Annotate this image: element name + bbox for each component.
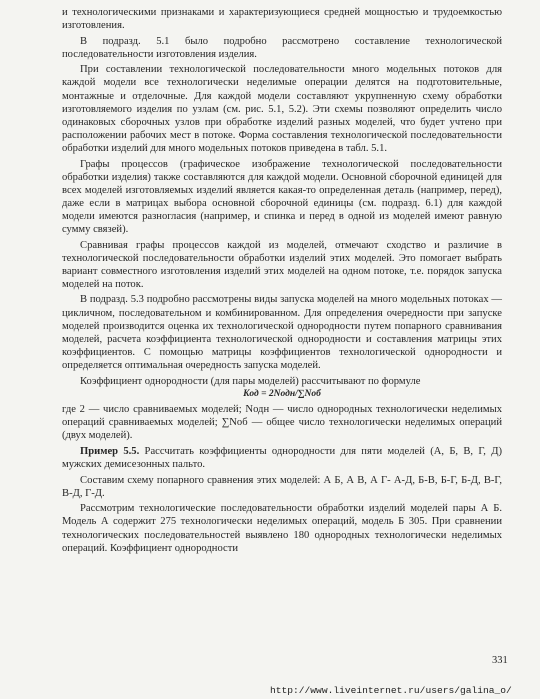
paragraph: Составим схему попарного сравнения этих моделей: А Б, А В, А Г- А-Д, Б-В, Б-Г, Б-Д, В-Г, В-Д, Г-Д. bbox=[62, 474, 502, 499]
paragraph: В подразд. 5.1 было подробно рассмотрено составление технологической последовательности изготовления изделия. bbox=[62, 35, 502, 60]
paragraph: При составлении технологической последовательности много модельных потоков для каждой модели все технологически неделимые операции делятся на подготовительные, монтажные и отделочные. Для каждой модели составляют укрупненную схему обработки изготовляемого изделия по узлам (см. рис. 5.1, 5.2). Эти схемы позволяют определить число одинаковых сборочных узлов при обработке изделий разных моделей, что будет учтено при расположении рабочих мест в потоке. Форма составления технологической последовательности обработки изделий для много модельных потоков приведена в табл. 5.1. bbox=[62, 64, 502, 154]
example-paragraph bbox=[62, 445, 502, 471]
paragraph: В подразд. 5.3 подробно рассмотрены виды запуска моделей на много модельных потоках — цикличном, последовательном и комбинированном. Для определения очередности при запуске моделей производится оценка их технологической однородности путем попарного сравнивания моделей, расчета коэффициента технологической однородности и составления матрицы этих коэффициентов. С помощью матрицы коэффициентов технологической однородности и определяется оптимальная очередность запуска моделей. bbox=[62, 294, 502, 371]
watermark-url[interactable]: http://www.liveinternet.ru/users/galina_o/ bbox=[270, 685, 512, 696]
example-text: Рассчитать коэффициенты однородности для пяти моделей (А, Б, В, Г, Д) мужских демисезонных пальто. bbox=[62, 446, 502, 471]
document-page bbox=[62, 6, 502, 555]
example-label: Пример 5.5. bbox=[80, 446, 140, 457]
paragraph: где 2 — число сравниваемых моделей; Nодн — число однородных технологически неделимых операций сравниваемых моделей; ∑Nоб — общее число технологически неделимых операций (двух моделей). bbox=[62, 404, 502, 442]
paragraph: Коэффициент однородности (для пары моделей) рассчитывают по формуле bbox=[80, 375, 421, 387]
paragraph: Графы процессов (графическое изображение технологической последовательности обработки изделия) также составляются для каждой модели. Основной сборочной единицей для всех моделей изготовляемых изделий является какая-то определенная деталь (например, перед), даже если в матрицах выбора основной сборочной единицы (см. подразд. 6.1) для каждой модели имеются разногласия (например, и спинка и перед в одной из моделей имеют равную сумму связей). bbox=[62, 158, 502, 235]
paragraph: Сравнивая графы процессов каждой из моделей, отмечают сходство и различие в технологической последовательности обработки изделий этих моделей. Это помогает выбрать вариант совместного изготовления изделий этих моделей на одном потоке, т.е. порядок запуска моделей на поток. bbox=[62, 239, 502, 290]
paragraph: и технологическими признаками и характеризующиеся средней мощностью и трудоемкостью изготовления. bbox=[62, 7, 502, 32]
page-number: 331 bbox=[492, 655, 508, 666]
paragraph: Рассмотрим технологические последовательности обработки изделий моделей пары А Б. Модель А содержит 275 технологически неделимых операций, модель Б 305. При сравнении технологических последовательностей выявлено 180 однородных технологически неделимых операций. Коэффициент однородности bbox=[62, 503, 502, 554]
formula: Kод = 2Nодн/∑Nоб bbox=[243, 388, 321, 399]
